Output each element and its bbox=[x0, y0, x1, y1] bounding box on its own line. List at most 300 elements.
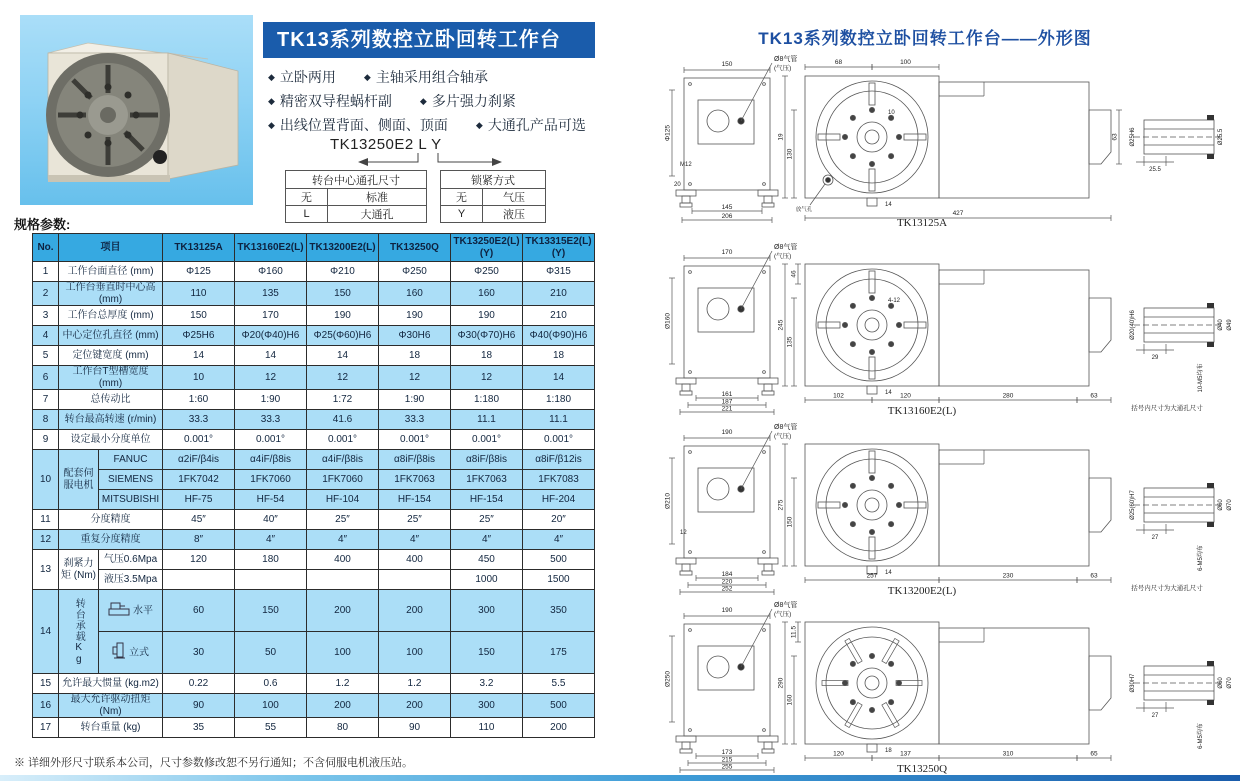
dim-label: 63 bbox=[1090, 572, 1098, 580]
spec-value: 150 bbox=[163, 306, 235, 326]
page-title-banner bbox=[263, 22, 595, 58]
option-code: 无 bbox=[286, 189, 328, 206]
spec-value: HF-104 bbox=[307, 490, 379, 510]
spec-value: Φ25H6 bbox=[163, 326, 235, 346]
spec-value: Φ250 bbox=[379, 262, 451, 282]
shaft-detail bbox=[1130, 303, 1233, 393]
spec-value: 160 bbox=[451, 282, 523, 306]
spec-row-label: 工作台垂直时中心高 (mm) bbox=[59, 282, 163, 306]
spec-sub-label: 立式 bbox=[129, 647, 149, 659]
dim-label: Ø250 bbox=[664, 671, 672, 687]
dim-label: 括号内尺寸为大通孔尺寸 bbox=[1131, 585, 1203, 592]
spec-row-label: 设定最小分度单位 bbox=[59, 430, 163, 450]
dim-label: M12 bbox=[680, 162, 692, 168]
page-title: TK13系列数控立卧回转工作台 bbox=[277, 29, 561, 51]
spec-row-label: 允许最大惯量 (kg.m2) bbox=[59, 674, 163, 694]
spec-value: 1FK7042 bbox=[163, 470, 235, 490]
spec-row-no: 5 bbox=[33, 346, 59, 366]
dim-label: Ø25H6 bbox=[1130, 127, 1136, 147]
dim-label: 6-M5均布 bbox=[1198, 723, 1204, 749]
spec-row-label: 转台重量 (kg) bbox=[59, 718, 163, 738]
spec-value: HF-154 bbox=[379, 490, 451, 510]
spec-row-label: 转台最高转速 (r/min) bbox=[59, 410, 163, 430]
dim-label: 427 bbox=[952, 210, 964, 217]
spec-value: 14 bbox=[307, 346, 379, 366]
spec-value: 35 bbox=[163, 718, 235, 738]
spec-row bbox=[33, 530, 595, 550]
spec-value: 14 bbox=[523, 366, 595, 390]
spec-value: α8iF/β12is bbox=[523, 450, 595, 470]
spec-value: 33.3 bbox=[379, 410, 451, 430]
spec-row-label: 最大允许驱动扭矩 (Nm) bbox=[59, 694, 163, 718]
spec-value: 80 bbox=[307, 718, 379, 738]
dim-label: 4-12 bbox=[888, 298, 901, 304]
spec-col-header: TK13250Q bbox=[379, 234, 451, 262]
spec-value: 4″ bbox=[451, 530, 523, 550]
diamond-bullet-icon: ◆ bbox=[268, 95, 275, 106]
lock-mode-option-table bbox=[440, 170, 546, 223]
spec-value: 120 bbox=[163, 550, 235, 570]
spec-value: 12 bbox=[235, 366, 307, 390]
spec-row-label: 定位键宽度 (mm) bbox=[59, 346, 163, 366]
diamond-bullet-icon: ◆ bbox=[268, 71, 275, 82]
spec-sub-cell bbox=[99, 550, 163, 570]
spec-row-label: 总传动比 bbox=[59, 390, 163, 410]
spec-value: Φ315 bbox=[523, 262, 595, 282]
spec-row-label: 工作台T型槽宽度 (mm) bbox=[59, 366, 163, 390]
spec-value: 1FK7083 bbox=[523, 470, 595, 490]
spec-value: 30 bbox=[163, 632, 235, 674]
spec-value: 1:90 bbox=[379, 390, 451, 410]
spec-value: 300 bbox=[451, 694, 523, 718]
spec-value: 3.2 bbox=[451, 674, 523, 694]
model-code: TK13250E2 L Y bbox=[330, 136, 442, 153]
dim-label: Ø49 bbox=[1227, 319, 1233, 331]
spec-sub-cell bbox=[99, 590, 163, 632]
spec-sub-cell bbox=[99, 490, 163, 510]
dim-label: 160 bbox=[786, 694, 794, 706]
spec-row-no: 17 bbox=[33, 718, 59, 738]
feature-line bbox=[268, 91, 586, 111]
dim-label: (气压) bbox=[774, 611, 792, 618]
spec-value: 4″ bbox=[307, 530, 379, 550]
drawing-block-2 bbox=[622, 238, 1237, 416]
spec-value: 0.001° bbox=[451, 430, 523, 450]
dim-label: 10-M5均布 bbox=[1198, 363, 1204, 393]
dim-label: Ø8气管 bbox=[774, 424, 798, 431]
dim-label: 221 bbox=[721, 405, 733, 413]
dim-label: 255 bbox=[721, 763, 733, 771]
shaft-detail bbox=[1130, 483, 1233, 571]
dim-label: 150 bbox=[786, 516, 794, 528]
dim-label: 10 bbox=[888, 110, 895, 116]
dim-label: 18 bbox=[885, 748, 892, 754]
table-vertical-icon bbox=[112, 642, 126, 664]
dim-label: 150 bbox=[721, 61, 733, 68]
feature-text: 出线位置背面、侧面、顶面 bbox=[279, 117, 448, 133]
spec-col-header: 项目 bbox=[59, 234, 163, 262]
spec-value bbox=[235, 570, 307, 590]
spec-value: 1.2 bbox=[307, 674, 379, 694]
dim-label: Ø20(40)H6 bbox=[1130, 310, 1136, 340]
dim-label: 11.5 bbox=[790, 625, 798, 639]
dim-label: 220 bbox=[721, 578, 733, 586]
spec-row-label: 刹紧力矩 (Nm) bbox=[59, 550, 99, 590]
spec-value: 1:72 bbox=[307, 390, 379, 410]
dim-label: 29 bbox=[1151, 355, 1159, 361]
spec-value: 500 bbox=[523, 694, 595, 718]
spec-value: 0.001° bbox=[379, 430, 451, 450]
spec-row bbox=[33, 346, 595, 366]
spec-value: 12 bbox=[451, 366, 523, 390]
option-code: Y bbox=[441, 206, 483, 223]
spec-value: 100 bbox=[235, 694, 307, 718]
spec-value: 10 bbox=[163, 366, 235, 390]
dim-label: 173 bbox=[721, 749, 733, 756]
spec-value: 135 bbox=[235, 282, 307, 306]
dim-label: 20 bbox=[674, 182, 681, 188]
outline-drawing-TK13250Q bbox=[622, 596, 1237, 774]
spec-row bbox=[33, 490, 595, 510]
drawing-caption: TK13125A bbox=[896, 217, 948, 228]
spec-value: 50 bbox=[235, 632, 307, 674]
feature-text: 立卧两用 bbox=[279, 69, 336, 85]
feature-text: 精密双导程蜗杆副 bbox=[279, 93, 392, 109]
dim-label: 括号内尺寸为大通孔尺寸 bbox=[1131, 405, 1203, 412]
spec-row-label: 工作台总厚度 (mm) bbox=[59, 306, 163, 326]
dim-label: 280 bbox=[1002, 392, 1014, 400]
spec-value: 1FK7060 bbox=[235, 470, 307, 490]
spec-value: 150 bbox=[235, 590, 307, 632]
dim-label: 137 bbox=[900, 750, 911, 758]
spec-value: 500 bbox=[523, 550, 595, 570]
spec-value: 0.001° bbox=[235, 430, 307, 450]
spec-row-label: 配套伺服电机 bbox=[59, 450, 99, 510]
drawing-block-1 bbox=[622, 50, 1237, 228]
spec-col-header: TK13315E2(L)(Y) bbox=[523, 234, 595, 262]
dim-label: 187 bbox=[721, 398, 733, 406]
spec-row-no: 13 bbox=[33, 550, 59, 590]
spec-col-header: No. bbox=[33, 234, 59, 262]
spec-value: 180 bbox=[235, 550, 307, 570]
dim-label: (气压) bbox=[774, 253, 792, 260]
page-footer-bar bbox=[0, 775, 1240, 781]
spec-row-label: 转台承载Kg bbox=[59, 590, 99, 674]
spec-row bbox=[33, 366, 595, 390]
spec-value: 55 bbox=[235, 718, 307, 738]
spec-value: 4″ bbox=[235, 530, 307, 550]
dim-label: Ø70 bbox=[1227, 499, 1233, 511]
spec-sub-label: 水平 bbox=[133, 605, 153, 617]
spec-row bbox=[33, 410, 595, 430]
spec-row-no: 6 bbox=[33, 366, 59, 390]
spec-value: 1.2 bbox=[379, 674, 451, 694]
spec-value: 90 bbox=[379, 718, 451, 738]
spec-value: 175 bbox=[523, 632, 595, 674]
spec-row bbox=[33, 570, 595, 590]
spec-value: 12 bbox=[379, 366, 451, 390]
spec-table bbox=[32, 233, 595, 738]
spec-value: 300 bbox=[451, 590, 523, 632]
spec-value: 12 bbox=[307, 366, 379, 390]
spec-row bbox=[33, 674, 595, 694]
table-horizontal-icon bbox=[108, 602, 130, 620]
spec-row-no: 3 bbox=[33, 306, 59, 326]
spec-sub-cell bbox=[99, 570, 163, 590]
spec-section-label: 规格参数: bbox=[14, 217, 71, 232]
drawing-caption: TK13250Q bbox=[896, 763, 948, 774]
spec-row bbox=[33, 718, 595, 738]
dim-label: 120 bbox=[900, 392, 911, 400]
dim-label: 63 bbox=[1111, 133, 1119, 141]
dim-label: 135 bbox=[786, 336, 794, 348]
spec-value: Φ30H6 bbox=[379, 326, 451, 346]
dim-label: 14 bbox=[885, 570, 892, 576]
spec-value: 150 bbox=[451, 632, 523, 674]
spec-col-header: TK13250E2(L)(Y) bbox=[451, 234, 523, 262]
spec-value: 60 bbox=[163, 590, 235, 632]
outline-drawings-title: TK13系列数控立卧回转工作台——外形图 bbox=[758, 29, 1092, 48]
dim-label: 65 bbox=[1090, 750, 1098, 758]
spec-sub-label: SIEMENS bbox=[107, 473, 153, 485]
feature-text: 大通孔产品可选 bbox=[487, 117, 586, 133]
spec-row-label: 中心定位孔直径 (mm) bbox=[59, 326, 163, 346]
option-code: L bbox=[286, 206, 328, 223]
spec-value: 4″ bbox=[523, 530, 595, 550]
spec-value: α4iF/β8is bbox=[235, 450, 307, 470]
spec-row-label: 工作台面直径 (mm) bbox=[59, 262, 163, 282]
spec-value: Φ160 bbox=[235, 262, 307, 282]
dim-label: Ø25(60)H7 bbox=[1130, 490, 1136, 520]
dim-label: 25.5 bbox=[1149, 167, 1161, 173]
option-table-header: 转台中心通孔尺寸 bbox=[286, 171, 427, 189]
spec-value: 200 bbox=[523, 718, 595, 738]
spec-sub-label: 气压0.6Mpa bbox=[103, 553, 158, 565]
spec-sub-cell bbox=[99, 470, 163, 490]
dim-label: Ø8气管 bbox=[774, 244, 798, 251]
spec-value: 1FK7063 bbox=[379, 470, 451, 490]
dim-label: Ø40 bbox=[1218, 319, 1224, 331]
spec-value: 14 bbox=[235, 346, 307, 366]
spec-value: 190 bbox=[307, 306, 379, 326]
spec-value: 1500 bbox=[523, 570, 595, 590]
spec-value: 41.6 bbox=[307, 410, 379, 430]
spec-row bbox=[33, 282, 595, 306]
spec-row-no: 4 bbox=[33, 326, 59, 346]
spec-value: α2iF/β4is bbox=[163, 450, 235, 470]
dim-label: 102 bbox=[833, 392, 844, 400]
spec-row bbox=[33, 550, 595, 570]
spec-row-no: 7 bbox=[33, 390, 59, 410]
spec-value: 25″ bbox=[379, 510, 451, 530]
spec-sub-cell bbox=[99, 450, 163, 470]
diamond-bullet-icon: ◆ bbox=[363, 71, 371, 82]
spec-value: 110 bbox=[451, 718, 523, 738]
spec-value: 1:90 bbox=[235, 390, 307, 410]
rotary-table-photo-illustration bbox=[20, 15, 253, 205]
dim-label: 145 bbox=[721, 204, 733, 211]
outline-drawing-TK13160E2(L) bbox=[622, 238, 1237, 416]
feature-text: 主轴采用组合轴承 bbox=[375, 69, 488, 85]
dim-label: 230 bbox=[1002, 572, 1014, 580]
spec-row bbox=[33, 306, 595, 326]
shaft-detail bbox=[1130, 661, 1233, 749]
spec-value bbox=[307, 570, 379, 590]
spec-sub-label: MITSUBISHI bbox=[101, 493, 160, 505]
dim-label: Φ125 bbox=[664, 124, 672, 142]
drawing-caption: TK13200E2(L) bbox=[887, 585, 957, 596]
spec-row-label: 分度精度 bbox=[59, 510, 163, 530]
spec-row-no: 14 bbox=[33, 590, 59, 674]
spec-value: 90 bbox=[163, 694, 235, 718]
spec-value: 1:180 bbox=[523, 390, 595, 410]
option-desc: 气压 bbox=[483, 189, 546, 206]
spec-value: HF-204 bbox=[523, 490, 595, 510]
diamond-bullet-icon: ◆ bbox=[268, 119, 275, 130]
spec-value: 200 bbox=[379, 590, 451, 632]
front-view bbox=[778, 264, 1112, 403]
front-view bbox=[778, 622, 1112, 761]
dim-label: 310 bbox=[1002, 750, 1014, 758]
dim-label: 100 bbox=[900, 59, 911, 66]
option-desc: 大通孔 bbox=[328, 206, 427, 223]
spec-value: 1000 bbox=[451, 570, 523, 590]
spec-value: 170 bbox=[235, 306, 307, 326]
dim-label: 170 bbox=[721, 249, 733, 256]
spec-col-header: TK13200E2(L) bbox=[307, 234, 379, 262]
spec-value: 5.5 bbox=[523, 674, 595, 694]
dim-label: 206 bbox=[721, 213, 733, 220]
dim-label: 245 bbox=[777, 319, 785, 331]
spec-value: 1FK7060 bbox=[307, 470, 379, 490]
option-table-header: 锁紧方式 bbox=[441, 171, 546, 189]
spec-row bbox=[33, 694, 595, 718]
spec-value: 210 bbox=[523, 282, 595, 306]
dim-label: Ø160 bbox=[664, 313, 672, 329]
spec-row-label: 重复分度精度 bbox=[59, 530, 163, 550]
spec-value: 25″ bbox=[307, 510, 379, 530]
dim-label: 252 bbox=[721, 585, 733, 593]
spec-sub-label: FANUC bbox=[113, 453, 148, 465]
spec-value: 190 bbox=[379, 306, 451, 326]
dim-label: 63 bbox=[1090, 392, 1098, 400]
spec-value: 1FK7063 bbox=[451, 470, 523, 490]
spec-value: 210 bbox=[523, 306, 595, 326]
spec-value bbox=[379, 570, 451, 590]
spec-value: 100 bbox=[379, 632, 451, 674]
spec-value: 33.3 bbox=[163, 410, 235, 430]
spec-value: 20″ bbox=[523, 510, 595, 530]
spec-value: α8iF/β8is bbox=[451, 450, 523, 470]
product-photo bbox=[20, 15, 253, 205]
spec-value: HF-154 bbox=[451, 490, 523, 510]
spec-value: Φ250 bbox=[451, 262, 523, 282]
spec-value: 11.1 bbox=[523, 410, 595, 430]
spec-row bbox=[33, 450, 595, 470]
dim-label: Ø8气管 bbox=[774, 56, 798, 63]
spec-value: 18 bbox=[379, 346, 451, 366]
diamond-bullet-icon: ◆ bbox=[475, 119, 483, 130]
center-hole-option-table bbox=[285, 170, 427, 223]
dim-label: Ø70 bbox=[1227, 677, 1233, 689]
dim-label: 68 bbox=[834, 59, 843, 66]
option-desc: 液压 bbox=[483, 206, 546, 223]
spec-value: 25″ bbox=[451, 510, 523, 530]
dim-label: 46 bbox=[790, 270, 798, 278]
dim-label: 290 bbox=[777, 677, 785, 689]
spec-row bbox=[33, 390, 595, 410]
spec-value: HF-54 bbox=[235, 490, 307, 510]
shaft-detail bbox=[1130, 115, 1224, 173]
spec-value: 400 bbox=[379, 550, 451, 570]
spec-value: 100 bbox=[307, 632, 379, 674]
outline-drawing-TK13200E2(L) bbox=[622, 418, 1237, 596]
option-desc: 标准 bbox=[328, 189, 427, 206]
spec-row-no: 1 bbox=[33, 262, 59, 282]
spec-value: Φ20(Φ40)H6 bbox=[235, 326, 307, 346]
spec-value: 14 bbox=[163, 346, 235, 366]
feature-list bbox=[268, 67, 586, 139]
spec-row bbox=[33, 430, 595, 450]
spec-value: Φ40(Φ90)H6 bbox=[523, 326, 595, 346]
spec-value: Φ125 bbox=[163, 262, 235, 282]
dim-label: (气压) bbox=[774, 433, 792, 440]
dim-label: 6-M5均布 bbox=[1198, 545, 1204, 571]
spec-value: 8″ bbox=[163, 530, 235, 550]
feature-text: 多片强力刹紧 bbox=[431, 93, 516, 109]
spec-row-no: 8 bbox=[33, 410, 59, 430]
spec-value: HF-75 bbox=[163, 490, 235, 510]
spec-row-no: 11 bbox=[33, 510, 59, 530]
spec-value: 400 bbox=[307, 550, 379, 570]
spec-value: α8iF/β8is bbox=[379, 450, 451, 470]
dim-label: Ø30H7 bbox=[1130, 673, 1136, 693]
dim-label: 184 bbox=[721, 571, 733, 578]
spec-value: 0.22 bbox=[163, 674, 235, 694]
dim-label: 130 bbox=[786, 148, 794, 160]
spec-row-no: 9 bbox=[33, 430, 59, 450]
spec-value: 200 bbox=[379, 694, 451, 718]
dim-label: 14 bbox=[885, 202, 892, 208]
spec-sub-label: 液压3.5Mpa bbox=[103, 573, 158, 585]
spec-value: Φ25(Φ60)H6 bbox=[307, 326, 379, 346]
dim-label: 215 bbox=[721, 756, 733, 764]
dim-label: (气压) bbox=[774, 65, 792, 72]
spec-value: 450 bbox=[451, 550, 523, 570]
dim-label: 27 bbox=[1151, 535, 1159, 541]
dim-label: 257 bbox=[866, 572, 878, 580]
dim-label: 放气孔 bbox=[795, 207, 813, 213]
footnote: ※ 详细外形尺寸联系本公司，尺寸参数修改恕不另行通知；不含伺服电机液压站。 bbox=[14, 757, 414, 769]
spec-row bbox=[33, 262, 595, 282]
spec-value: 1:60 bbox=[163, 390, 235, 410]
spec-value: 18 bbox=[523, 346, 595, 366]
spec-value: α4iF/β8is bbox=[307, 450, 379, 470]
dim-label: 190 bbox=[721, 607, 733, 614]
drawing-caption: TK13160E2(L) bbox=[887, 405, 957, 416]
dim-label: Ø25.5 bbox=[1218, 128, 1224, 146]
spec-value: Φ210 bbox=[307, 262, 379, 282]
dim-label: 275 bbox=[777, 499, 785, 511]
spec-col-header: TK13125A bbox=[163, 234, 235, 262]
spec-value: 33.3 bbox=[235, 410, 307, 430]
spec-row-no: 10 bbox=[33, 450, 59, 510]
spec-value: 40″ bbox=[235, 510, 307, 530]
spec-value: 160 bbox=[379, 282, 451, 306]
spec-value: 0.6 bbox=[235, 674, 307, 694]
spec-value: 45″ bbox=[163, 510, 235, 530]
dim-label: Ø60 bbox=[1218, 677, 1224, 689]
